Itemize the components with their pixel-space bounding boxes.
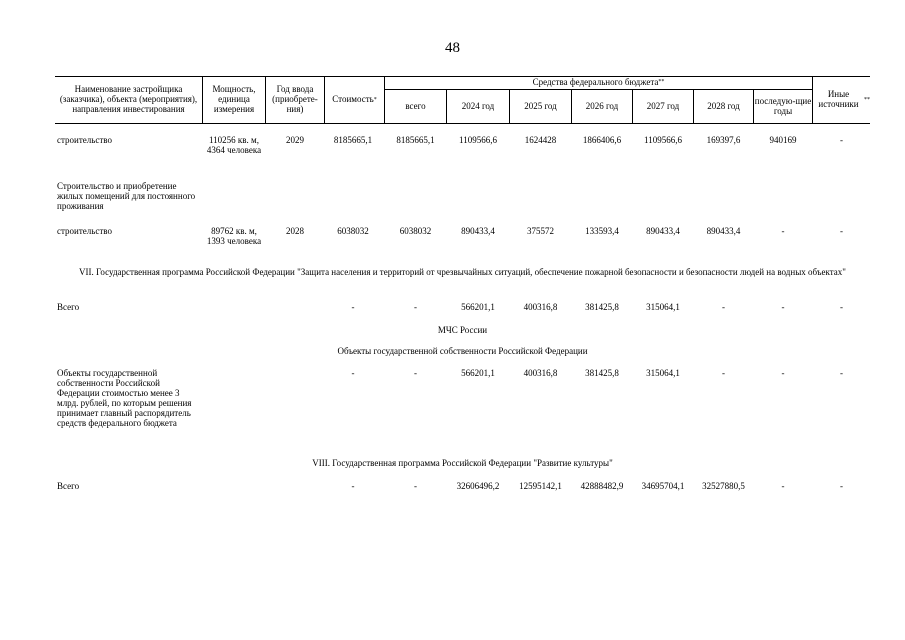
header-cost-label: Стоимость [332, 94, 374, 105]
row-2027: 890433,4 [646, 226, 680, 236]
header-other [813, 77, 870, 123]
row-cost: 6038032 [337, 226, 369, 236]
header-2026: 2026 год [585, 100, 619, 111]
row-total: - [414, 368, 417, 378]
row-cost: - [351, 302, 355, 312]
row-name: Объекты государственной собственности Российской Федерации стоимостью менее 3 млрд. рублей, по которым решения принимает главный распорядитель средств федерального бюджета [57, 368, 192, 429]
row-total: 8185665,1 [396, 135, 435, 145]
row-2024: 890433,4 [461, 226, 495, 236]
row-next-years: - [781, 368, 785, 378]
row-cost: - [351, 481, 355, 491]
section-mchs: МЧС России [437, 325, 488, 335]
header-federal-mark: ** [658, 79, 665, 86]
header-federal-group [385, 76, 812, 89]
row-next-years: 940169 [769, 135, 797, 145]
row-next-years: - [781, 302, 785, 312]
row-name: Всего [57, 302, 80, 312]
row-2027: 34695704,1 [641, 481, 685, 491]
row-2028: 32527880,5 [702, 481, 745, 491]
row-year: 2028 [286, 226, 304, 236]
header-next-years: последую-щие годы [754, 95, 812, 116]
header-cost-mark: * [373, 96, 377, 103]
row-2027: 315064,1 [646, 302, 680, 312]
row-name: строительство [57, 226, 112, 236]
header-2027: 2027 год [646, 100, 680, 111]
header-other-label: Иные источники [818, 89, 859, 109]
row-2025: 400316,8 [523, 302, 558, 312]
row-other: - [840, 135, 843, 145]
header-year: Год ввода (приобрете-ния) [272, 84, 318, 114]
row-other: - [840, 481, 843, 491]
row-2024: 32606496,2 [456, 481, 500, 491]
header-name: Наименование застройщика (заказчика), объекта (мероприятия), направления инвестирования [59, 84, 198, 114]
row-2026: 381425,8 [585, 368, 619, 378]
section-program-viii: VIII. Государственная программа Российской Федерации "Развитие культуры" [312, 458, 613, 468]
table-header [55, 76, 870, 124]
header-cost [325, 77, 384, 123]
section-state-objects: Объекты государственной собственности Российской Федерации [337, 346, 588, 356]
header-federal-label: Средства федерального бюджета [532, 76, 659, 87]
row-name: Всего [57, 481, 80, 491]
row-2025: 400316,8 [523, 368, 558, 378]
header-total: всего [405, 100, 426, 111]
row-other: - [840, 368, 843, 378]
row-2026: 1866406,6 [582, 135, 622, 145]
row-next-years: - [781, 226, 785, 236]
row-2028: - [722, 368, 725, 378]
row-2024: 1109566,6 [459, 135, 497, 145]
row-name: Строительство и приобретение жилых помещений для постоянного проживания [57, 181, 196, 212]
row-other: - [840, 226, 843, 236]
page-number: 48 [445, 40, 460, 56]
header-2024: 2024 год [461, 100, 495, 111]
row-2025: 12595142,1 [519, 481, 562, 491]
section-program-vii: VII. Государственная программа Российской Федерации "Защита населения и территорий от чрезвычайных ситуаций, обеспечение пожарной безопасности и безопасности людей на водных объектах" [79, 267, 846, 277]
row-2028: - [722, 302, 725, 312]
row-2026: 133593,4 [585, 226, 619, 236]
row-2024: 566201,1 [461, 302, 495, 312]
row-2027: 1109566,6 [644, 135, 682, 145]
row-capacity: 110256 кв. м, 4364 человека [206, 135, 262, 156]
row-2028: 169397,6 [706, 135, 741, 145]
row-2026: 42888482,9 [580, 481, 624, 491]
row-2026: 381425,8 [585, 302, 619, 312]
row-2025: 1624428 [524, 135, 557, 145]
row-total: 6038032 [399, 226, 432, 236]
row-2027: 315064,1 [646, 368, 680, 378]
row-capacity: 89762 кв. м, 1393 человека [206, 226, 262, 247]
row-cost: - [351, 368, 355, 378]
header-2028: 2028 год [707, 100, 740, 111]
row-2028: 890433,4 [706, 226, 741, 236]
row-cost: 8185665,1 [333, 135, 373, 145]
header-capacity: Мощность, единица измерения [212, 84, 256, 114]
row-2024: 566201,1 [461, 368, 495, 378]
row-next-years: - [781, 481, 785, 491]
header-2025: 2025 год [524, 100, 557, 111]
header-other-mark: ** [864, 96, 870, 103]
row-year: 2029 [286, 135, 304, 145]
row-other: - [840, 302, 843, 312]
row-name: строительство [57, 135, 112, 145]
row-2025: 375572 [527, 226, 554, 236]
row-total: - [414, 302, 417, 312]
row-total: - [414, 481, 417, 491]
